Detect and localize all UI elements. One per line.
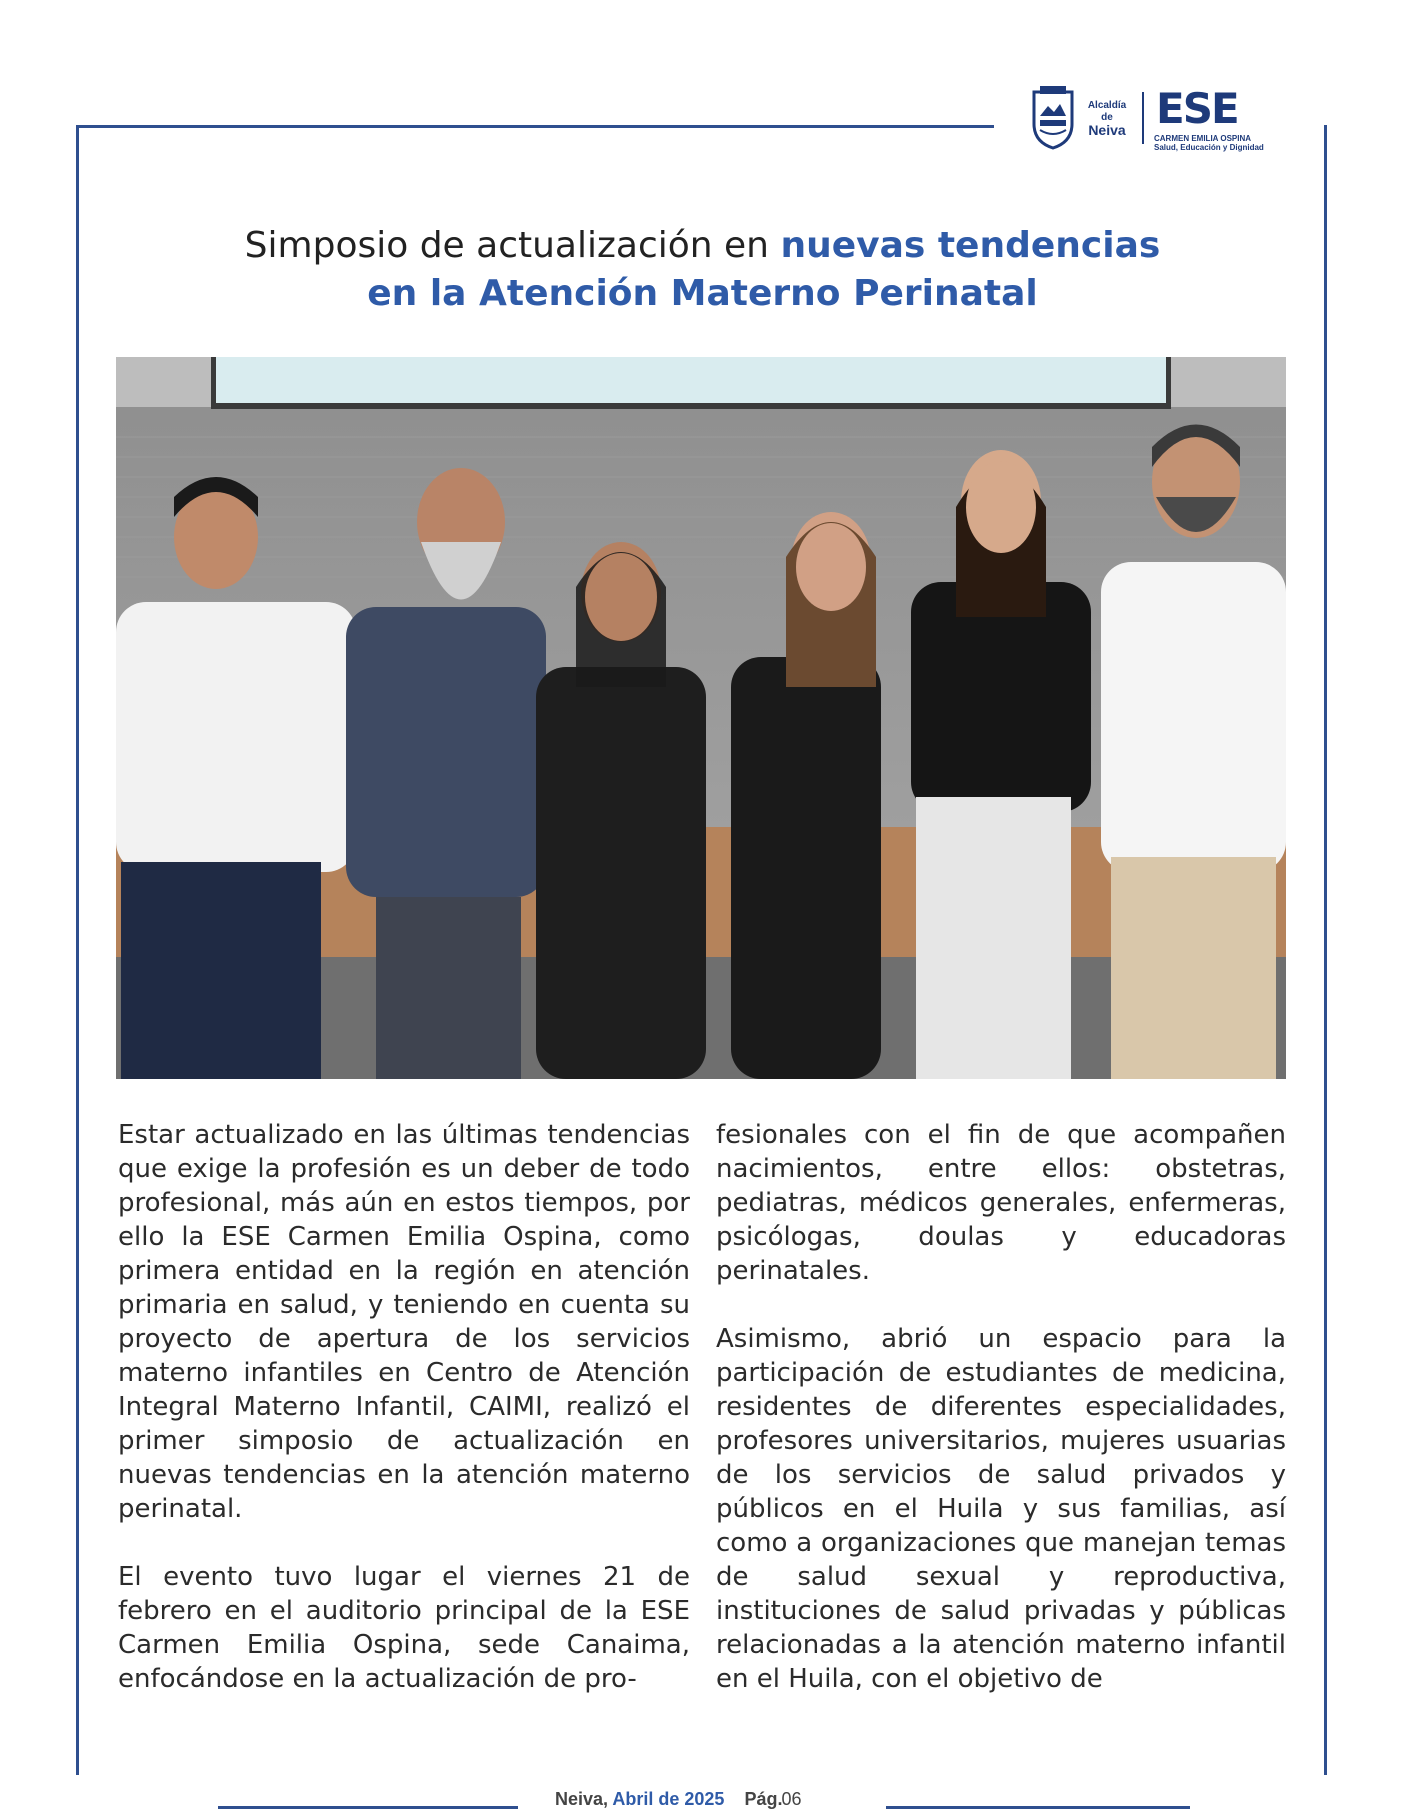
footer-line-right bbox=[886, 1806, 1190, 1809]
frame-left-border bbox=[76, 125, 79, 1775]
alcaldia-city: Neiva bbox=[1088, 122, 1126, 138]
group-photo bbox=[116, 357, 1286, 1079]
footer-page-number: 06 bbox=[781, 1789, 802, 1809]
footer-city: Neiva, bbox=[555, 1789, 609, 1809]
ese-name: CARMEN EMILIA OSPINA bbox=[1154, 134, 1252, 143]
ese-logo-subtitle bbox=[1154, 134, 1264, 152]
article-title bbox=[110, 222, 1295, 318]
article-paragraph: Asimismo, abrió un espacio para la participación de estudiantes de medicina, residentes de diferentes especialidades, profesores universitarios, mujeres usuarias de los servicios de salud privados y públicos en el Huila y sus familias, así como a organizaciones que manejan temas de salud sexual y reproductiva, instituciones de salud privadas y públicas relacionadas a la atención materno infantil en el Huila, con el objetivo de bbox=[716, 1324, 1286, 1694]
footer-date: Abril de 2025 bbox=[612, 1789, 725, 1809]
ese-tagline: Salud, Educación y Dignidad bbox=[1154, 143, 1264, 152]
header-logos bbox=[1030, 82, 1290, 162]
alcaldia-label: Alcaldía de bbox=[1087, 100, 1127, 123]
title-part-highlight-2: en la Atención Materno Perinatal bbox=[367, 273, 1038, 314]
article-column-left bbox=[118, 1118, 690, 1730]
frame-right-border bbox=[1324, 125, 1327, 1775]
ese-logo: ESE bbox=[1156, 84, 1238, 133]
neiva-crest-icon bbox=[1030, 84, 1076, 150]
article-paragraph: El evento tuvo lugar el viernes 21 de febrero en el auditorio principal de la ESE Carmen Emilia Ospina, sede Canaima, enfocándose en la actualización de pro- bbox=[118, 1562, 690, 1694]
page-footer bbox=[555, 1789, 885, 1810]
title-part-highlight-1: nuevas tendencias bbox=[780, 225, 1161, 266]
alcaldia-neiva-logo bbox=[1086, 100, 1128, 136]
logo-divider bbox=[1142, 92, 1144, 144]
article-paragraph: Estar actualizado en las últimas tendencias que exige la profesión es un deber de todo profesional, más aún en estos tiempos, por ello la ESE Carmen Emilia Ospina, como primera entidad en la región en atención primaria en salud, y teniendo en cuenta su proyecto de apertura de los servicios materno infantiles en Centro de Atención Integral Materno Infantil, CAIMI, realizó el primer simposio de actualización en nuevas tendencias en la atención materno perinatal. bbox=[118, 1120, 690, 1524]
title-part-plain: Simposio de actualización en bbox=[244, 225, 781, 266]
frame-top-border bbox=[76, 125, 994, 128]
footer-page-label: Pág. bbox=[744, 1789, 783, 1809]
article-column-right bbox=[716, 1118, 1286, 1730]
footer-line-left bbox=[218, 1806, 518, 1809]
article-paragraph: fesionales con el fin de que acompañen nacimientos, entre ellos: obstetras, pediatras, médicos generales, enfermeras, psicólogas, doulas y educadoras perinatales. bbox=[716, 1120, 1286, 1286]
